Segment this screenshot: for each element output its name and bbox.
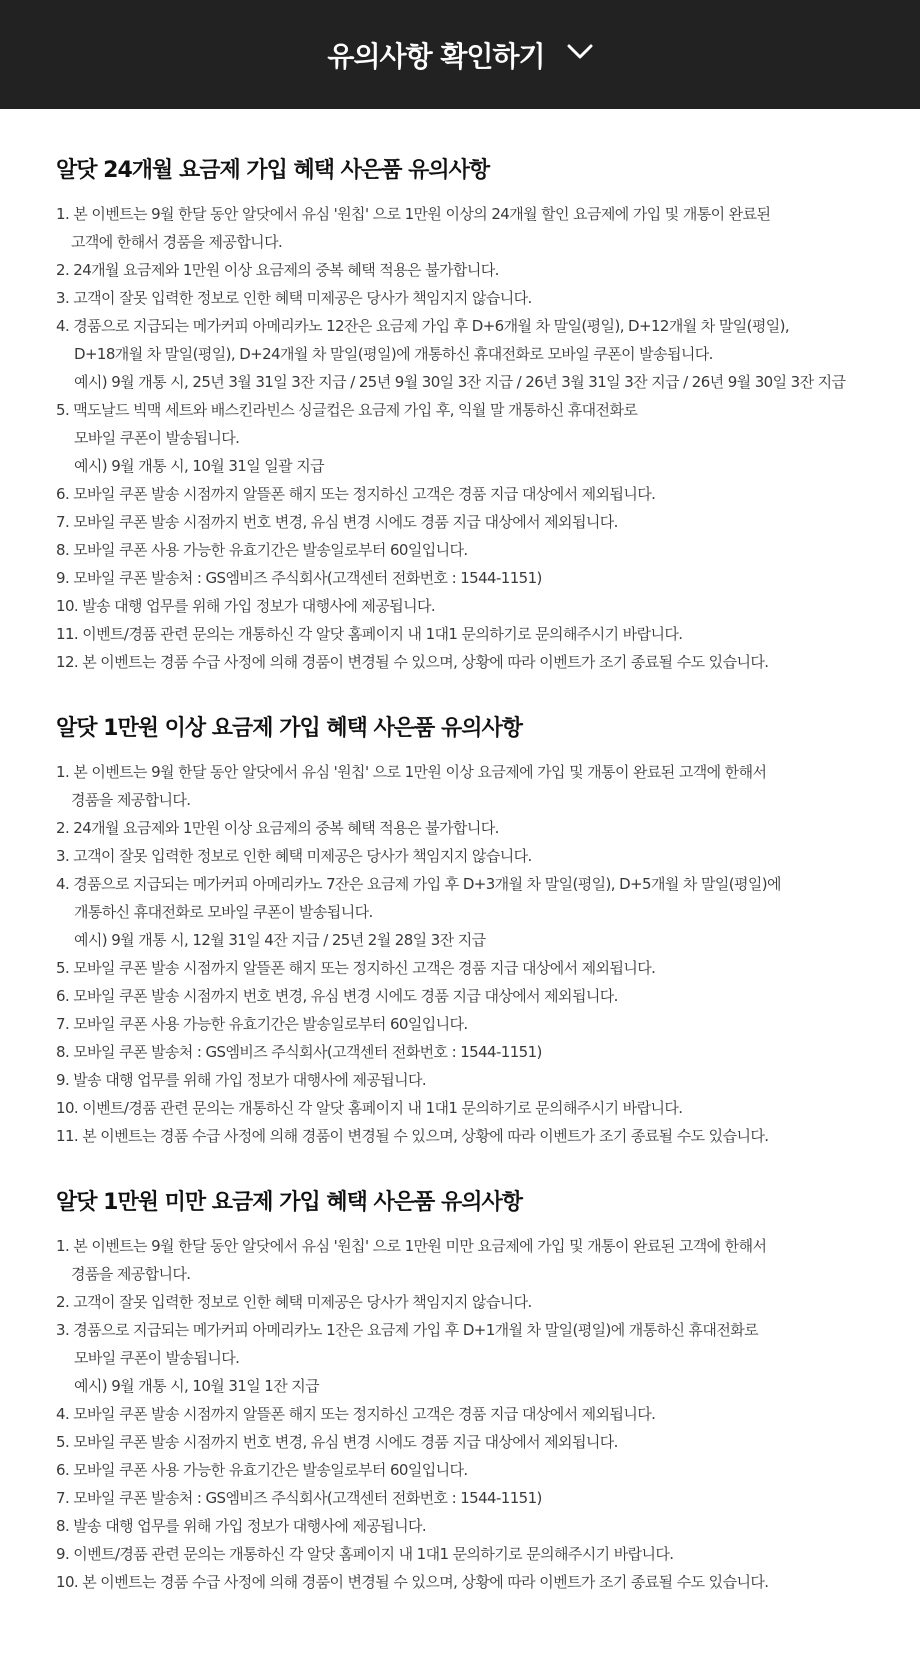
notice-item: 10. 본 이벤트는 경품 수급 사정에 의해 경품이 변경될 수 있으며, 상황에 따라 이벤트가 조기 종료될 수도 있습니다.	[56, 1573, 769, 1591]
notice-item: 1. 본 이벤트는 9월 한달 동안 알닷에서 유심 '원칩' 으로 1만원 이상 요금제에 가입 및 개통이 완료된 고객에 한해서	[56, 763, 767, 781]
notice-toggle-header[interactable]	[0, 0, 920, 109]
notice-item: 5. 모바일 쿠폰 발송 시점까지 번호 변경, 유심 변경 시에도 경품 지급 대상에서 제외됩니다.	[56, 1433, 618, 1451]
notice-item: 1. 본 이벤트는 9월 한달 동안 알닷에서 유심 '원칩' 으로 1만원 미만 요금제에 가입 및 개통이 완료된 고객에 한해서	[56, 1237, 767, 1255]
notice-item: 11. 본 이벤트는 경품 수급 사정에 의해 경품이 변경될 수 있으며, 상황에 따라 이벤트가 조기 종료될 수도 있습니다.	[56, 1127, 769, 1145]
notice-item: 4. 경품으로 지급되는 메가커피 아메리카노 7잔은 요금제 가입 후 D+3개월 차 말일(평일), D+5개월 차 말일(평일)에	[56, 875, 781, 893]
header-title: 유의사항 확인하기	[327, 39, 545, 73]
notice-item: 경품을 제공합니다.	[71, 1265, 191, 1283]
notice-item: 2. 24개월 요금제와 1만원 이상 요금제의 중복 혜택 적용은 불가합니다.	[56, 819, 499, 837]
notice-item: 6. 모바일 쿠폰 발송 시점까지 번호 변경, 유심 변경 시에도 경품 지급 대상에서 제외됩니다.	[56, 987, 618, 1005]
notice-item: 8. 모바일 쿠폰 발송처 : GS엠비즈 주식회사(고객센터 전화번호 : 1544-1151)	[56, 1043, 542, 1061]
notice-item: 9. 발송 대행 업무를 위해 가입 정보가 대행사에 제공됩니다.	[56, 1071, 427, 1089]
notice-item: 예시) 9월 개통 시, 10월 31일 일괄 지급	[74, 457, 324, 475]
notice-item: 모바일 쿠폰이 발송됩니다.	[74, 429, 240, 447]
notice-item: 예시) 9월 개통 시, 10월 31일 1잔 지급	[74, 1377, 320, 1395]
notice-item: 모바일 쿠폰이 발송됩니다.	[74, 1349, 240, 1367]
notice-item: 2. 24개월 요금제와 1만원 이상 요금제의 중복 혜택 적용은 불가합니다.	[56, 261, 499, 279]
notice-item: 경품을 제공합니다.	[71, 791, 191, 809]
notice-list	[56, 1232, 920, 1596]
notice-item: 개통하신 휴대전화로 모바일 쿠폰이 발송됩니다.	[74, 903, 373, 921]
notice-item: 2. 고객이 잘못 입력한 정보로 인한 혜택 미제공은 당사가 책임지지 않습니다.	[56, 1293, 532, 1311]
notice-item: 9. 이벤트/경품 관련 문의는 개통하신 각 알닷 홈페이지 내 1대1 문의하기로 문의해주시기 바랍니다.	[56, 1545, 674, 1563]
notice-item: 예시) 9월 개통 시, 25년 3월 31일 3잔 지급 / 25년 9월 30일 3잔 지급 / 26년 3월 31일 3잔 지급 / 26년 9월 30일 3잔 지급	[74, 373, 846, 391]
notice-item: 7. 모바일 쿠폰 발송 시점까지 번호 변경, 유심 변경 시에도 경품 지급 대상에서 제외됩니다.	[56, 513, 618, 531]
notice-item: 10. 발송 대행 업무를 위해 가입 정보가 대행사에 제공됩니다.	[56, 597, 436, 615]
notice-item: 3. 경품으로 지급되는 메가커피 아메리카노 1잔은 요금제 가입 후 D+1개월 차 말일(평일)에 개통하신 휴대전화로	[56, 1321, 758, 1339]
notice-section-10k-over	[56, 711, 920, 1150]
notice-item: 8. 발송 대행 업무를 위해 가입 정보가 대행사에 제공됩니다.	[56, 1517, 427, 1535]
notice-section-10k-under	[56, 1185, 920, 1596]
section-title: 알닷 1만원 미만 요금제 가입 혜택 사은품 유의사항	[56, 1190, 522, 1215]
notice-item: 7. 모바일 쿠폰 사용 가능한 유효기간은 발송일로부터 60일입니다.	[56, 1015, 468, 1033]
notice-item: 8. 모바일 쿠폰 사용 가능한 유효기간은 발송일로부터 60일입니다.	[56, 541, 468, 559]
notice-content	[0, 109, 920, 1596]
notice-item: 12. 본 이벤트는 경품 수급 사정에 의해 경품이 변경될 수 있으며, 상황에 따라 이벤트가 조기 종료될 수도 있습니다.	[56, 653, 769, 671]
section-title: 알닷 1만원 이상 요금제 가입 혜택 사은품 유의사항	[56, 716, 522, 741]
notice-item: 6. 모바일 쿠폰 발송 시점까지 알뜰폰 해지 또는 정지하신 고객은 경품 지급 대상에서 제외됩니다.	[56, 485, 656, 503]
notice-item: 1. 본 이벤트는 9월 한달 동안 알닷에서 유심 '원칩' 으로 1만원 이상의 24개월 할인 요금제에 가입 및 개통이 완료된	[56, 205, 771, 223]
notice-item: 7. 모바일 쿠폰 발송처 : GS엠비즈 주식회사(고객센터 전화번호 : 1544-1151)	[56, 1489, 542, 1507]
notice-item: D+18개월 차 말일(평일), D+24개월 차 말일(평일)에 개통하신 휴대전화로 모바일 쿠폰이 발송됩니다.	[74, 345, 713, 363]
notice-list	[56, 758, 920, 1150]
notice-item: 예시) 9월 개통 시, 12월 31일 4잔 지급 / 25년 2월 28일 3잔 지급	[74, 931, 486, 949]
notice-item: 3. 고객이 잘못 입력한 정보로 인한 혜택 미제공은 당사가 책임지지 않습니다.	[56, 847, 532, 865]
notice-item: 6. 모바일 쿠폰 사용 가능한 유효기간은 발송일로부터 60일입니다.	[56, 1461, 468, 1479]
notice-item: 4. 모바일 쿠폰 발송 시점까지 알뜰폰 해지 또는 정지하신 고객은 경품 지급 대상에서 제외됩니다.	[56, 1405, 656, 1423]
section-title: 알닷 24개월 요금제 가입 혜택 사은품 유의사항	[56, 158, 490, 183]
notice-item: 5. 맥도날드 빅맥 세트와 배스킨라빈스 싱글컵은 요금제 가입 후, 익월 말 개통하신 휴대전화로	[56, 401, 638, 419]
chevron-down-icon[interactable]	[567, 44, 593, 64]
notice-list	[56, 200, 920, 676]
notice-item: 9. 모바일 쿠폰 발송처 : GS엠비즈 주식회사(고객센터 전화번호 : 1544-1151)	[56, 569, 542, 587]
notice-section-24month	[56, 153, 920, 676]
notice-item: 10. 이벤트/경품 관련 문의는 개통하신 각 알닷 홈페이지 내 1대1 문의하기로 문의해주시기 바랍니다.	[56, 1099, 683, 1117]
notice-item: 5. 모바일 쿠폰 발송 시점까지 알뜰폰 해지 또는 정지하신 고객은 경품 지급 대상에서 제외됩니다.	[56, 959, 656, 977]
notice-item: 11. 이벤트/경품 관련 문의는 개통하신 각 알닷 홈페이지 내 1대1 문의하기로 문의해주시기 바랍니다.	[56, 625, 683, 643]
notice-item: 3. 고객이 잘못 입력한 정보로 인한 혜택 미제공은 당사가 책임지지 않습니다.	[56, 289, 532, 307]
notice-item: 4. 경품으로 지급되는 메가커피 아메리카노 12잔은 요금제 가입 후 D+6개월 차 말일(평일), D+12개월 차 말일(평일),	[56, 317, 790, 335]
notice-item: 고객에 한해서 경품을 제공합니다.	[71, 233, 283, 251]
